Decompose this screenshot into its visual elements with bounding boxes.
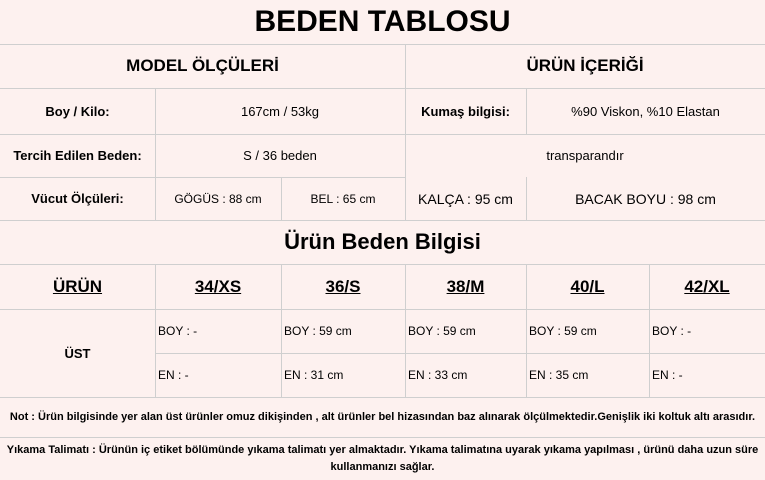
height-weight-value: 167cm / 53kg [240, 103, 320, 119]
size-table-title: Ürün Beden Bilgisi [284, 229, 481, 254]
length-34-xs: BOY : - [158, 324, 198, 338]
hip-value: KALÇA : 95 cm [418, 190, 513, 207]
length-40-l: BOY : 59 cm [529, 324, 597, 338]
size-header-36-s: 36/S [325, 276, 361, 296]
body-measurements-label: Vücut Ölçüleri: [31, 191, 124, 206]
width-36-s: EN : 31 cm [284, 368, 344, 382]
width-42-xl: EN : - [652, 368, 683, 382]
height-weight-label: Boy / Kilo: [45, 103, 110, 119]
size-header-42-xl: 42/XL [684, 276, 730, 296]
width-38-m: EN : 33 cm [408, 368, 468, 382]
width-40-l: EN : 35 cm [529, 368, 589, 382]
transparency-note: transparandır [546, 148, 624, 163]
length-38-m: BOY : 59 cm [408, 324, 476, 338]
length-36-s: BOY : 59 cm [284, 324, 352, 338]
length-42-xl: BOY : - [652, 324, 692, 338]
page-title: BEDEN TABLOSU [254, 5, 511, 38]
top-garment-label: ÜST [64, 345, 91, 361]
product-column-header: ÜRÜN [52, 276, 103, 296]
preferred-size-label: Tercih Edilen Beden: [13, 148, 142, 163]
size-header-40-l: 40/L [570, 276, 605, 296]
leg-length-value: BACAK BOYU : 98 cm [575, 190, 716, 207]
model-measurements-header: MODEL ÖLÇÜLERİ [126, 56, 279, 75]
product-content-header: ÜRÜN İÇERİĞİ [526, 56, 644, 75]
washing-instructions: Yıkama Talimatı : Ürünün iç etiket bölümünde yıkama talimatı yer almaktadır. Yıkama talimatına uyarak yıkama yapılması , ürünü daha uzun süre kullanmanızı sağlar. [6, 443, 759, 473]
size-header-38-m: 38/M [446, 276, 485, 296]
waist-value: BEL : 65 cm [310, 191, 376, 206]
measurement-note: Not : Ürün bilgisinde yer alan üst ürünler omuz dikişinden , alt ürünler bel hizasından baz alınarak ölçülmektedir.Genişlik iki koltuk altı arasıdır. [9, 410, 756, 423]
chest-value: GÖGÜS : 88 cm [174, 191, 262, 206]
size-header-34-xs: 34/XS [194, 276, 242, 296]
width-34-xs: EN : - [158, 368, 189, 382]
preferred-size-value: S / 36 beden [243, 148, 317, 163]
fabric-value: %90 Viskon, %10 Elastan [571, 103, 720, 119]
fabric-label: Kumaş bilgisi: [421, 103, 510, 119]
